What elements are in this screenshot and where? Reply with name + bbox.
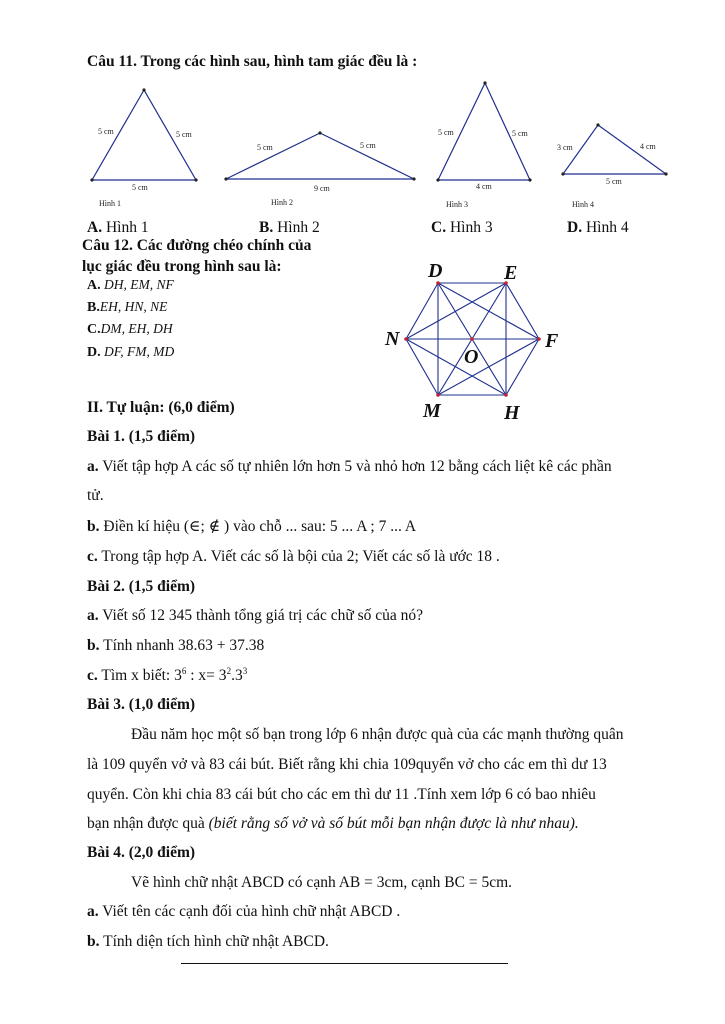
fig3-left-label: 5 cm — [438, 128, 454, 137]
vertex-label-d: D — [428, 260, 443, 282]
bai1-a-line2: tử. — [87, 487, 104, 504]
q12-title-line2: lục giác đều trong hình sau là: — [82, 258, 282, 275]
bai1-heading: Bài 1. (1,5 điểm) — [87, 428, 196, 445]
q11-answer-c: C. Hình 3 — [431, 219, 493, 236]
bai4-heading: Bài 4. (2,0 điểm) — [87, 844, 196, 861]
vertex-label-e: E — [504, 262, 518, 284]
q11-answer-b: B. Hình 2 — [259, 219, 320, 236]
bai3-line3: quyển. Còn khi chia 83 cái bút cho các em thì dư 11 .Tính xem lớp 6 có bao nhiêu — [87, 786, 596, 803]
bai2-b: b. Tính nhanh 38.63 + 37.38 — [87, 637, 265, 654]
bai1-a-line1: a. Viết tập hợp A các số tự nhiên lớn hơn 5 và nhỏ hơn 12 bằng cách liệt kê các phần — [87, 458, 612, 475]
fig2-base-label: 9 cm — [314, 184, 330, 193]
bai2-c: c. Tìm x biết: $3^6$ : $x= 3^2.3^3$ — [87, 666, 248, 684]
triangle-figure-2 — [226, 133, 414, 179]
fig3-right-label: 5 cm — [512, 129, 528, 138]
bai3-line1: Đầu năm học một số bạn trong lớp 6 nhận được quà của các mạnh thường quân — [131, 726, 624, 743]
fig1-right-label: 5 cm — [176, 130, 192, 139]
fig2-caption: Hình 2 — [271, 198, 293, 207]
bai2-a: a. Viết số 12 345 thành tổng giá trị các chữ số của nó? — [87, 607, 424, 624]
footer-rule — [181, 963, 508, 964]
fig3-base-label: 4 cm — [476, 182, 492, 191]
fig4-right-label: 4 cm — [640, 142, 656, 151]
fig1-caption: Hình 1 — [99, 199, 121, 208]
q12-option-a: A. DH, EM, NF — [87, 277, 174, 293]
fig2-right-label: 5 cm — [360, 141, 376, 150]
bai3-line2: là 109 quyển vở và 83 cái bút. Biết rằng khi chia 109quyển vở cho các em thì dư 13 — [87, 756, 607, 773]
vertex-label-m: M — [423, 400, 441, 422]
fig2-left-label: 5 cm — [257, 143, 273, 152]
vertex-label-n: N — [385, 328, 400, 350]
hexagon-figure — [370, 250, 580, 430]
bai4-a: a. Viết tên các cạnh đối của hình chữ nhật ABCD . — [87, 903, 401, 920]
part2-heading: II. Tự luận: (6,0 điểm) — [87, 399, 235, 416]
q12-option-c: C.DM, EH, DH — [87, 321, 173, 337]
fig3-caption: Hình 3 — [446, 200, 468, 209]
bai1-c: c. Trong tập hợp A. Viết các số là bội của 2; Viết các số là ước 18 . — [87, 548, 500, 565]
q11-title: Câu 11. Trong các hình sau, hình tam giác đều là : — [87, 53, 418, 70]
q11-answer-a: A. Hình 1 — [87, 219, 149, 236]
bai4-intro: Vẽ hình chữ nhật ABCD có cạnh AB = 3cm, cạnh BC = 5cm. — [131, 874, 513, 891]
q12-option-d: D. DF, FM, MD — [87, 344, 175, 360]
q12-option-b: B.EH, HN, NE — [87, 299, 168, 315]
vertex-label-f: F — [545, 330, 559, 352]
fig1-left-label: 5 cm — [98, 127, 114, 136]
vertex-label-h: H — [504, 402, 520, 424]
center-label-o: O — [464, 346, 479, 368]
q12-title-line1: Câu 12. Các đường chéo chính của — [82, 237, 312, 254]
bai4-b: b. Tính diện tích hình chữ nhật ABCD. — [87, 933, 329, 950]
bai2-heading: Bài 2. (1,5 điểm) — [87, 578, 196, 595]
bai3-line4: bạn nhận được quà (biết rằng số vở và số bút mỗi bạn nhận được là như nhau). — [87, 815, 579, 832]
fig4-left-label: 3 cm — [557, 143, 573, 152]
fig4-base-label: 5 cm — [606, 177, 622, 186]
fig4-caption: Hình 4 — [572, 200, 594, 209]
bai1-b: b. Điền kí hiệu (∈; ∉ ) vào chỗ ... sau: 5 ... A ; 7 ... A — [87, 518, 417, 535]
bai3-heading: Bài 3. (1,0 điểm) — [87, 696, 196, 713]
fig1-base-label: 5 cm — [132, 183, 148, 192]
q11-answer-d: D. Hình 4 — [567, 219, 629, 236]
